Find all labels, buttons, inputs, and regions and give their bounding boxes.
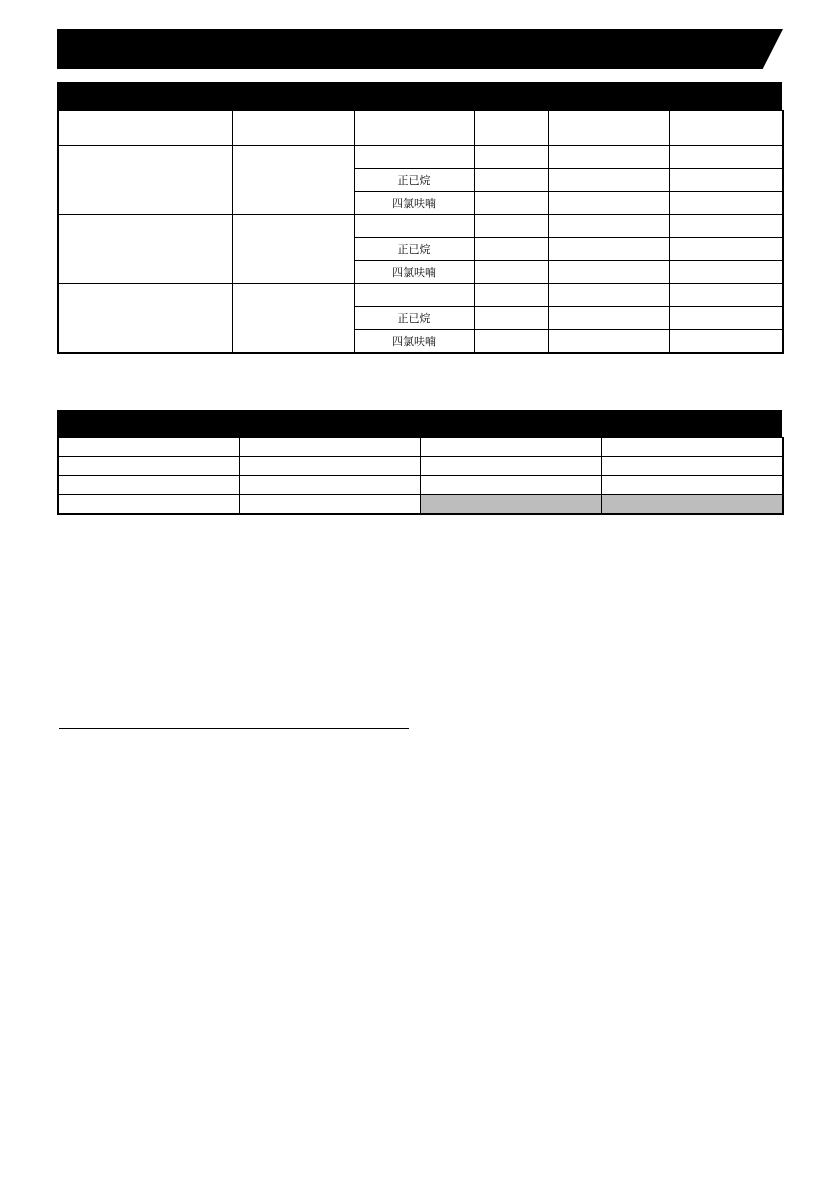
group-cell	[232, 146, 354, 215]
table-row	[58, 438, 783, 457]
summary-table	[57, 410, 782, 515]
summary-table-grid	[57, 437, 784, 515]
solvent-table	[57, 82, 782, 354]
solvent-cell: 四氯呋喃	[354, 261, 474, 284]
footnote-divider	[59, 728, 409, 729]
shaded-cell	[601, 495, 783, 515]
table-row	[58, 457, 783, 476]
shaded-cell	[420, 495, 601, 515]
solvent-cell	[354, 284, 474, 307]
group-cell	[58, 284, 232, 354]
header-banner	[57, 29, 783, 69]
solvent-cell: 正已烷	[354, 169, 474, 192]
summary-table-header-bar	[57, 410, 782, 437]
column-header	[548, 111, 669, 146]
column-header	[232, 111, 354, 146]
solvent-cell	[354, 146, 474, 169]
table-row	[58, 284, 783, 307]
group-cell	[232, 215, 354, 284]
solvent-table-header-bar	[57, 82, 782, 110]
group-cell	[232, 284, 354, 354]
solvent-cell: 四氯呋喃	[354, 330, 474, 354]
solvent-cell	[354, 215, 474, 238]
table-row	[58, 476, 783, 495]
group-cell	[58, 146, 232, 215]
column-header-row	[58, 111, 783, 146]
column-header	[354, 111, 474, 146]
group-cell	[58, 215, 232, 284]
solvent-cell: 四氯呋喃	[354, 192, 474, 215]
solvent-cell: 正已烷	[354, 307, 474, 330]
table-row	[58, 215, 783, 238]
solvent-table-grid	[57, 110, 784, 354]
solvent-cell: 正已烷	[354, 238, 474, 261]
table-row	[58, 495, 783, 515]
column-header	[474, 111, 548, 146]
column-header	[58, 111, 232, 146]
table-row	[58, 146, 783, 169]
column-header	[669, 111, 783, 146]
